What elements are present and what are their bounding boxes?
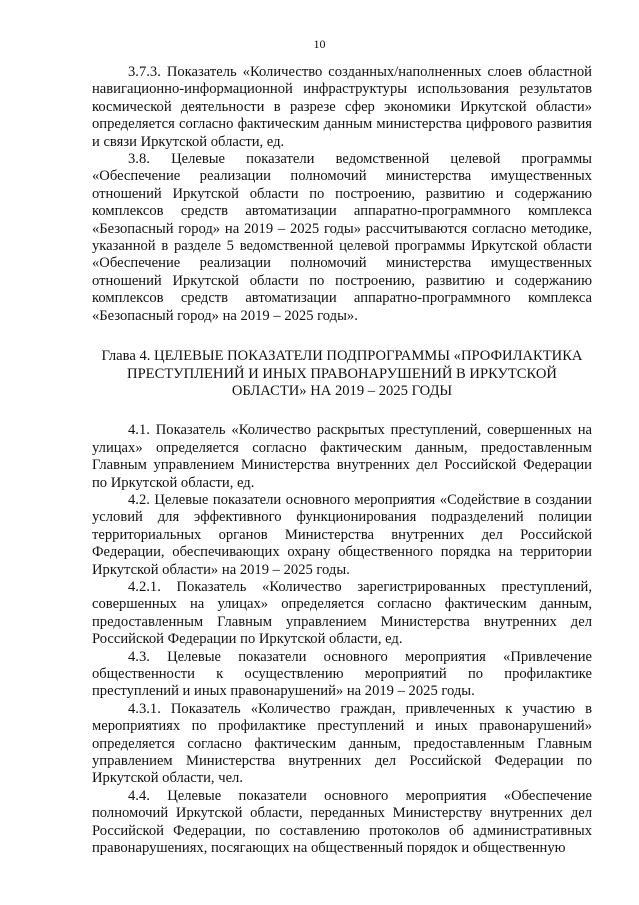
paragraph-4-2: 4.2. Целевые показатели основного мероприятия «Содействие в создании условий для эффективного функционирования подразделений полиции территориальных органов Министерства внутренних дел Российской Федерации, обеспечивающих охрану общественного порядка на территории Иркутской области» на 2019 – 2025 годы. (92, 491, 592, 578)
paragraph-3-8: 3.8. Целевые показатели ведомственной целевой программы «Обеспечение реализации полномочий министерства имущественных отношений Иркутской области по построению, развитию и содержанию комплексов средств автоматизации аппаратно-программного комплекса «Безопасный город» на 2019 – 2025 годы» рассчитываются согласно методике, указанной в разделе 5 ведомственной целевой программы Иркутской области «Обеспечение реализации полномочий министерства имущественных отношений Иркутской области по построению, развитию и содержанию комплексов средств автоматизации аппаратно-программного комплекса «Безопасный город» на 2019 – 2025 годы». (92, 151, 592, 324)
paragraph-4-3-1: 4.3.1. Показатель «Количество граждан, привлеченных к участию в мероприятиях по профилактике преступлений и иных правонарушений» определяется согласно фактическим данным, предоставленным Главным управлением Министерства внутренних дел Российской Федерации по Иркутской области, чел. (92, 700, 592, 787)
paragraph-4-2-1: 4.2.1. Показатель «Количество зарегистрированных преступлений, совершенных на улицах» определяется согласно фактическим данным, предоставленным Главным управлением Министерства внутренних дел Российской Федерации по Иркутской области, ед. (92, 578, 592, 648)
paragraph-4-4: 4.4. Целевые показатели основного мероприятия «Обеспечение полномочий Иркутской области, переданных Министерству внутренних дел Российской Федерации, по составлению протоколов об административных правонарушениях, посягающих на общественный порядок и общественную (92, 787, 592, 857)
page-number: 10 (313, 37, 326, 51)
chapter-heading: Глава 4. ЦЕЛЕВЫЕ ПОКАЗАТЕЛИ ПОДПРОГРАММЫ «ПРОФИЛАКТИКА ПРЕСТУПЛЕНИЙ И ИНЫХ ПРАВОНАРУШЕНИЙ В ИРКУТСКОЙ ОБЛАСТИ» НА 2019 – 2025 ГОДЫ (101, 348, 583, 399)
paragraph-3-7-3: 3.7.3. Показатель «Количество созданных/наполненных слоев областной навигационно-информационной инфраструктуры использования результатов космической деятельности в разрезе сфер экономики Иркутской области» определяется согласно фактическим данным министерства цифрового развития и связи Иркутской области, ед. (92, 64, 592, 150)
document-body (92, 64, 592, 857)
paragraph-4-1: 4.1. Показатель «Количество раскрытых преступлений, совершенных на улицах» определяется согласно фактическим данным, предоставленным Главным управлением Министерства внутренних дел Российской Федерации по Иркутской области, ед. (92, 422, 592, 491)
paragraph-4-3: 4.3. Целевые показатели основного мероприятия «Привлечение общественности к осуществлению мероприятий по профилактике преступлений и иных правонарушений» на 2019 – 2025 годы. (92, 648, 592, 700)
